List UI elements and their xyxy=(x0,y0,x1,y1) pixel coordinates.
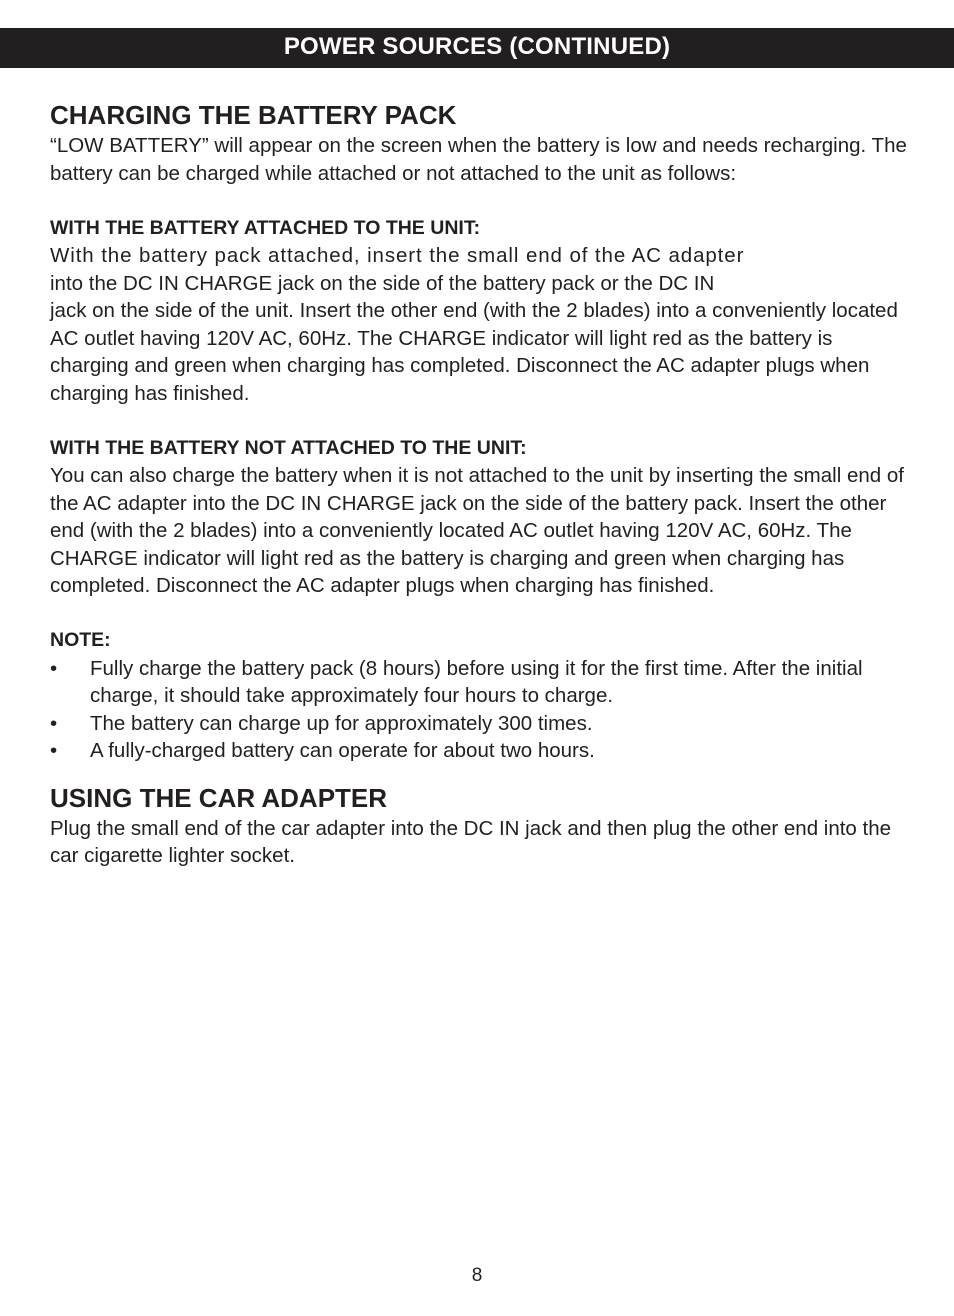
spacer xyxy=(50,600,910,628)
bullet-icon: • xyxy=(50,656,58,680)
spacer xyxy=(50,187,910,215)
attached-body: jack on the side of the unit. Insert the other end (with the 2 blades) into a conveniently located AC outlet having 120V AC, 60Hz. The CHARGE indicator will light red as the battery is charging and green when charging has completed. Disconnect the AC adapter plugs when charging has finished. xyxy=(50,299,898,405)
note-item-text: A fully-charged battery can operate for about two hours. xyxy=(90,739,595,762)
not-attached-body: You can also charge the battery when it is not attached to the unit by inserting the small end of the AC adapter into the DC IN CHARGE jack on the side of the battery pack. Insert the other end (with the 2 blades) into a conveniently located AC outlet having 120V AC, 60Hz. The CHARGE indicator will light red as the battery is charging and green when charging has completed. Disconnect the AC adapter plugs when charging has finished. xyxy=(50,464,904,597)
attached-line-2: into the DC IN CHARGE jack on the side of the battery pack or the DC IN xyxy=(50,271,715,295)
car-adapter-body: Plug the small end of the car adapter into the DC IN jack and then plug the other end into the car cigarette lighter socket. xyxy=(50,816,892,867)
attached-line-1: With the battery pack attached, insert the small end of the AC adapter xyxy=(50,244,745,267)
charging-heading: CHARGING THE BATTERY PACK xyxy=(50,100,457,130)
note-item-text: Fully charge the battery pack (8 hours) before using it for the first time. After the initial charge, it should take approximately four hours to charge. xyxy=(90,656,863,707)
note-item-text: The battery can charge up for approximately 300 times. xyxy=(90,711,593,735)
page-number: 8 xyxy=(471,1265,483,1286)
bullet-icon: • xyxy=(50,739,58,762)
section-title: POWER SOURCES (CONTINUED) xyxy=(283,33,671,60)
attached-heading: WITH THE BATTERY ATTACHED TO THE UNIT: xyxy=(50,216,481,239)
spacer xyxy=(50,765,910,781)
note-item xyxy=(50,710,910,738)
note-heading: NOTE: xyxy=(50,629,111,651)
page-content xyxy=(50,98,910,870)
car-adapter-heading: USING THE CAR ADAPTER xyxy=(50,782,388,813)
not-attached-heading: WITH THE BATTERY NOT ATTACHED TO THE UNIT: xyxy=(50,436,527,459)
note-list xyxy=(50,655,910,765)
note-item xyxy=(50,737,910,765)
spacer xyxy=(50,407,910,435)
bullet-icon: • xyxy=(50,711,58,735)
note-item xyxy=(50,655,910,710)
charging-intro: “LOW BATTERY” will appear on the screen when the battery is low and needs recharging. The battery can be charged while attached or not attached to the unit as follows: xyxy=(50,134,907,185)
section-header-bar xyxy=(0,28,954,68)
